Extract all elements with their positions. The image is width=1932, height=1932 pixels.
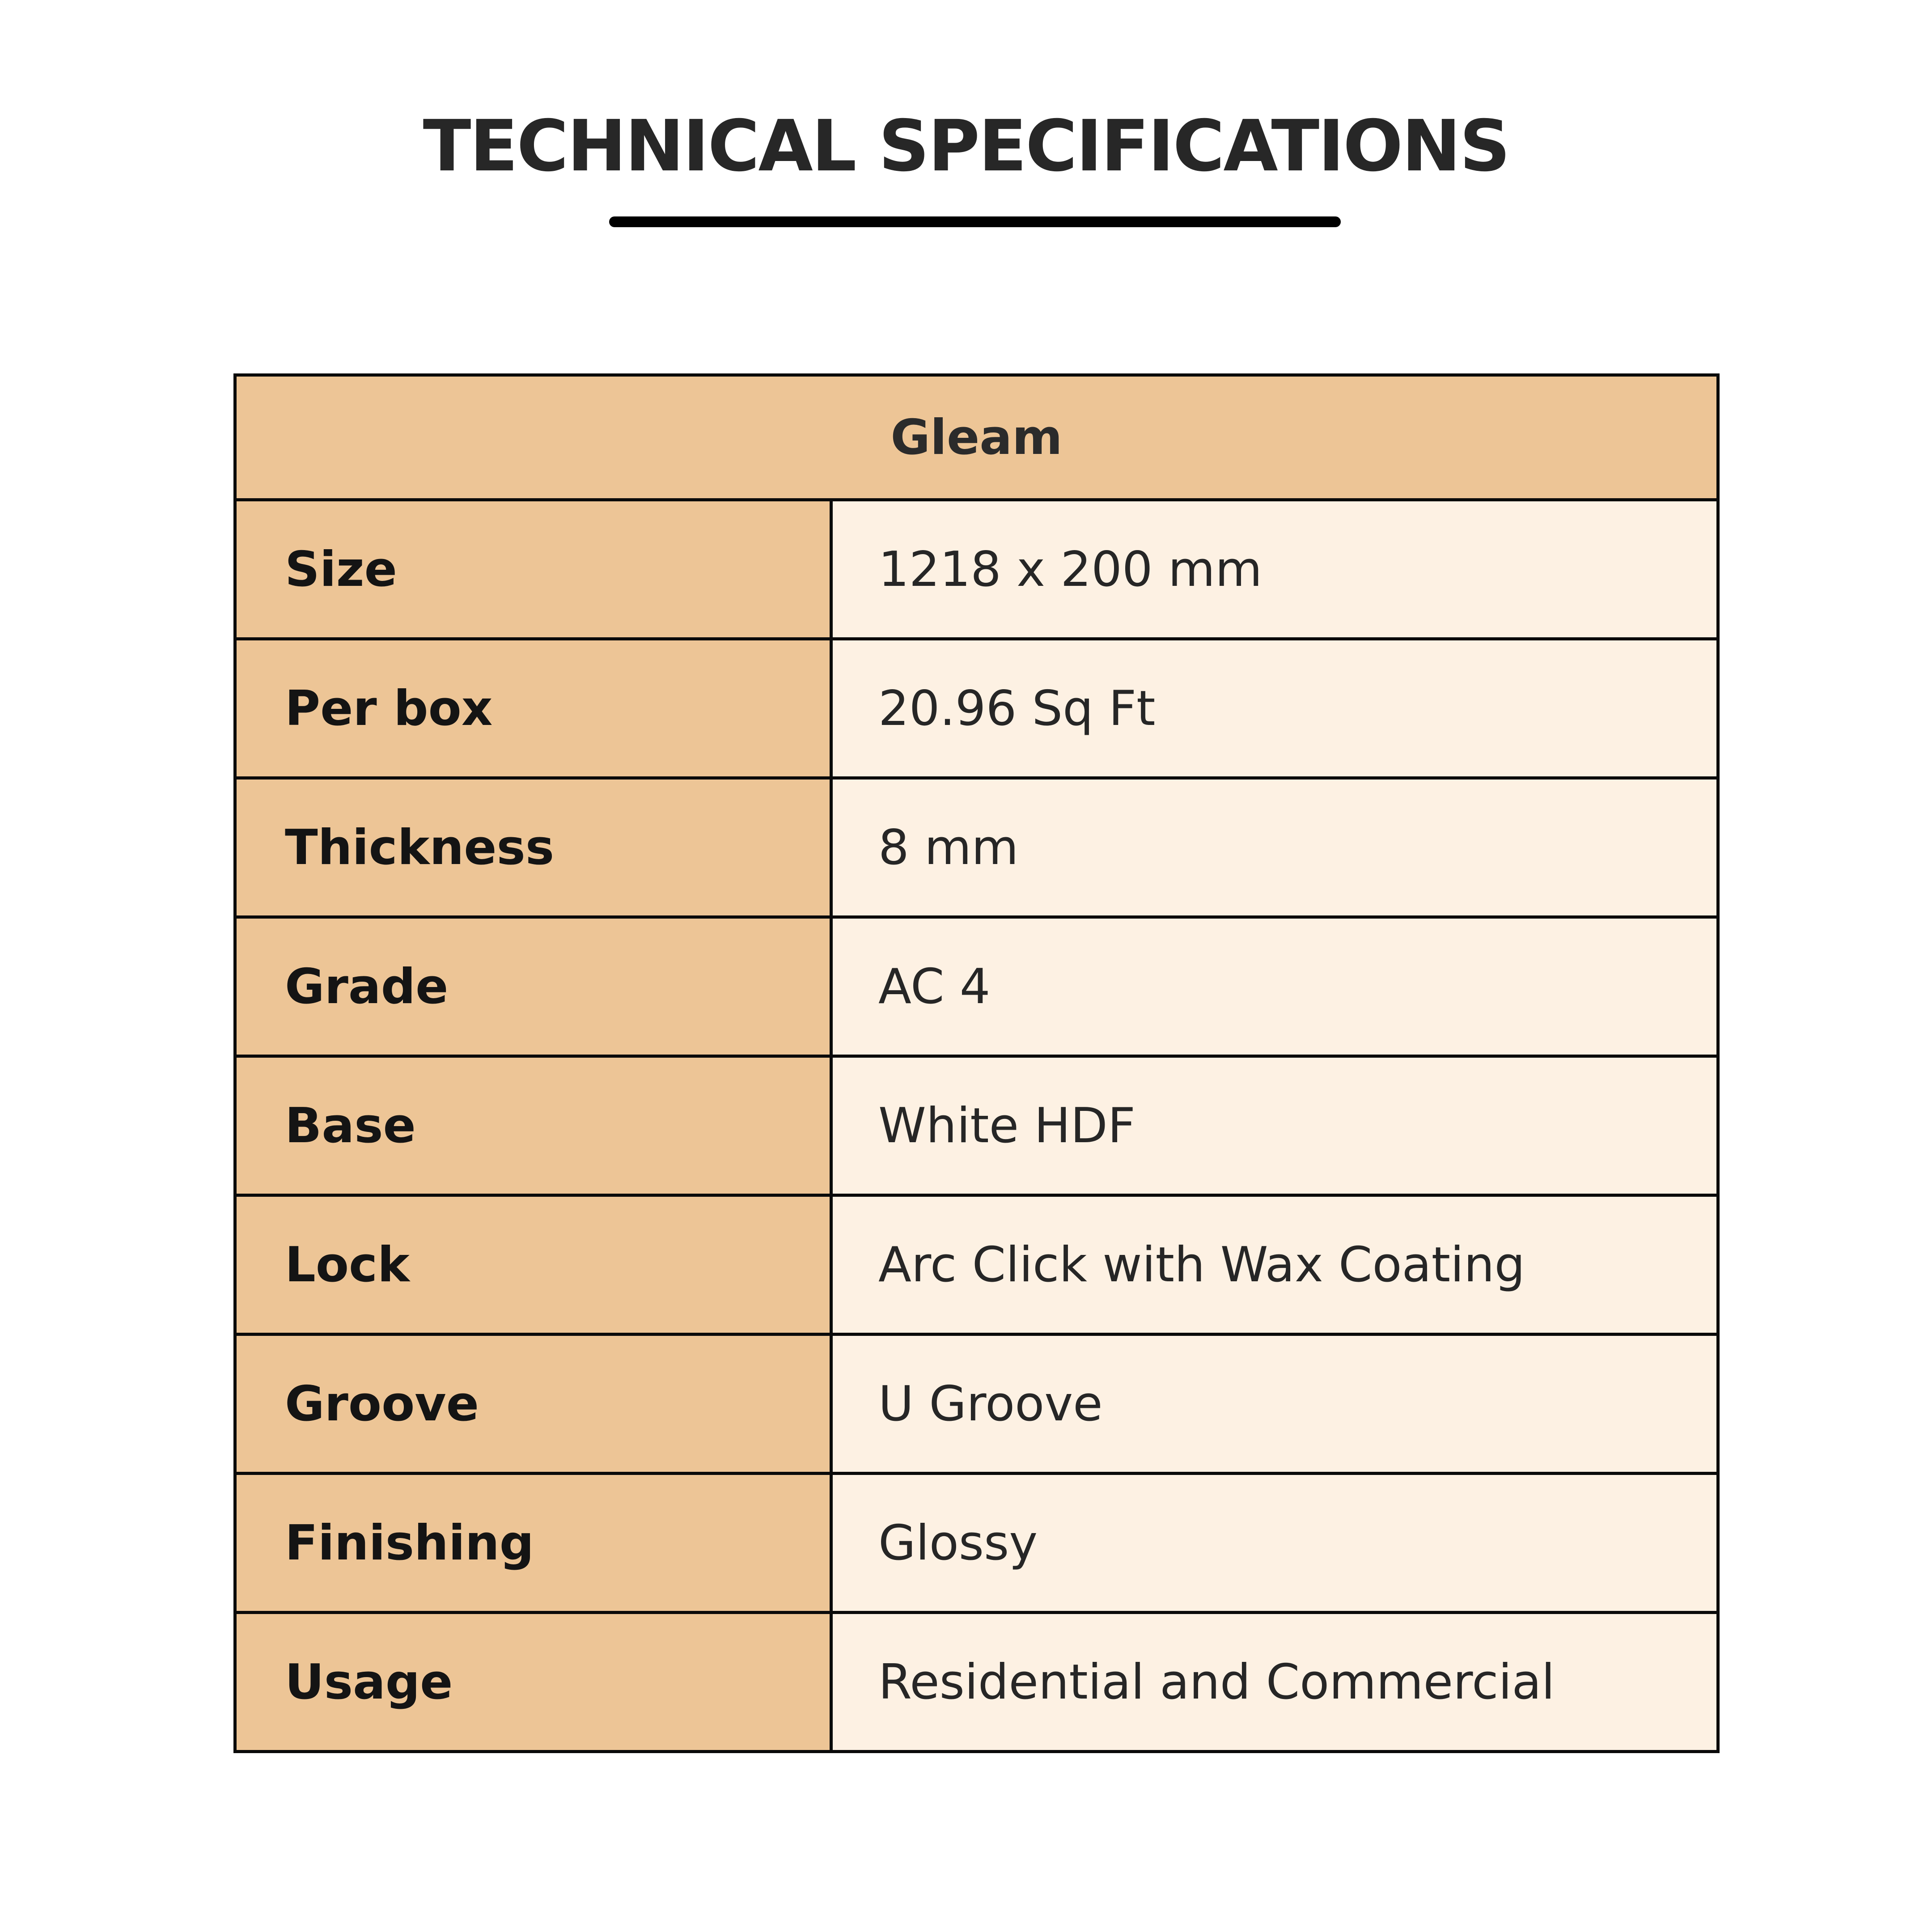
table-row bbox=[235, 778, 1718, 917]
spec-label: Usage bbox=[235, 1613, 831, 1752]
table-row bbox=[235, 917, 1718, 1056]
spec-label: Lock bbox=[235, 1195, 831, 1335]
spec-label: Per box bbox=[235, 639, 831, 778]
table-row bbox=[235, 500, 1718, 639]
spec-value: Arc Click with Wax Coating bbox=[831, 1195, 1718, 1335]
spec-value: 8 mm bbox=[831, 778, 1718, 917]
spec-value: Glossy bbox=[831, 1474, 1718, 1613]
spec-label: Thickness bbox=[235, 778, 831, 917]
spec-value: 1218 x 200 mm bbox=[831, 500, 1718, 639]
spec-label: Base bbox=[235, 1056, 831, 1195]
product-name-header: Gleam bbox=[235, 375, 1718, 500]
spec-value: 20.96 Sq Ft bbox=[831, 639, 1718, 778]
table-row bbox=[235, 1474, 1718, 1613]
spec-value: Residential and Commercial bbox=[831, 1613, 1718, 1752]
spec-table bbox=[233, 373, 1720, 1753]
spec-label: Groove bbox=[235, 1335, 831, 1474]
title-underline bbox=[609, 216, 1341, 227]
spec-value: AC 4 bbox=[831, 917, 1718, 1056]
spec-label: Grade bbox=[235, 917, 831, 1056]
spec-value: White HDF bbox=[831, 1056, 1718, 1195]
spec-value: U Groove bbox=[831, 1335, 1718, 1474]
spec-label: Finishing bbox=[235, 1474, 831, 1613]
table-row bbox=[235, 1056, 1718, 1195]
spec-label: Size bbox=[235, 500, 831, 639]
table-row bbox=[235, 1335, 1718, 1474]
table-row bbox=[235, 1613, 1718, 1752]
page-title: TECHNICAL SPECIFICATIONS bbox=[423, 105, 1509, 187]
table-header-row bbox=[235, 375, 1718, 500]
table-row bbox=[235, 1195, 1718, 1335]
table-row bbox=[235, 639, 1718, 778]
